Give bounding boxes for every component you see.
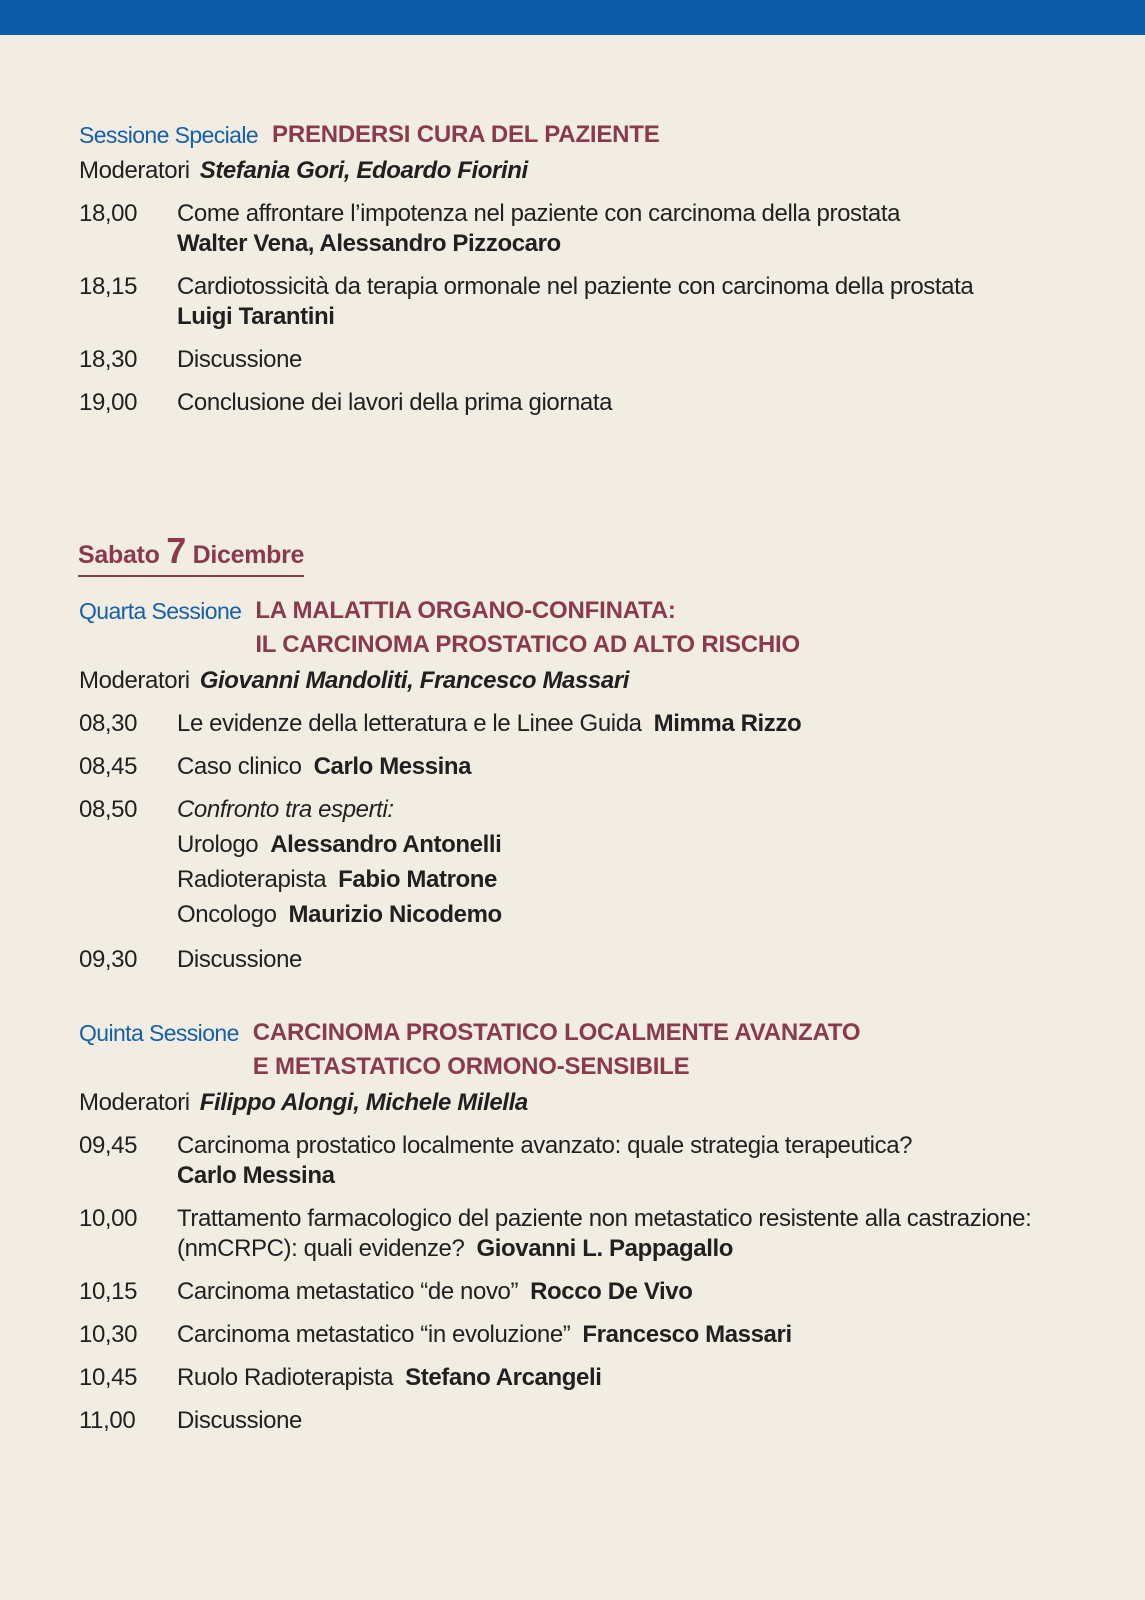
talk-title: Confronto tra esperti:: [177, 796, 394, 823]
moderators: [79, 156, 1119, 186]
talk-title: Conclusione dei lavori della prima giornata: [177, 389, 613, 416]
time: 08,30: [79, 710, 138, 737]
time: 10,45: [79, 1364, 138, 1391]
talk-title: Caso clinico: [177, 753, 302, 780]
speaker: Mimma Rizzo: [653, 710, 802, 737]
talk-title: Carcinoma metastatico “de novo”: [177, 1278, 519, 1305]
session-header: [79, 594, 1119, 662]
schedule-row: [79, 1363, 1119, 1393]
talk-title: Discussione: [177, 946, 302, 973]
time: 08,50: [79, 796, 138, 823]
talk-title: Carcinoma prostatico localmente avanzato: quale strategia terapeutica?: [177, 1132, 913, 1159]
time: 09,30: [79, 946, 138, 973]
talk-title: Le evidenze della letteratura e le Linee Guida: [177, 710, 642, 737]
session-header: [79, 118, 1119, 152]
talk-title: Cardiotossicità da terapia ormonale nel paziente con carcinoma della prostata: [177, 273, 974, 300]
talk-title: Discussione: [177, 346, 302, 373]
schedule-row: [79, 272, 1119, 332]
speaker: Carlo Messina: [177, 1162, 335, 1189]
session-title: LA MALATTIA ORGANO-CONFINATA: IL CARCINOMA PROSTATICO AD ALTO RISCHIO: [255, 597, 800, 658]
expert-name: Maurizio Nicodemo: [288, 901, 502, 928]
session-quarta: [79, 594, 1119, 975]
time: 19,00: [79, 389, 138, 416]
expert-role: Oncologo: [177, 901, 277, 928]
time: 08,45: [79, 753, 138, 780]
session-header: [79, 1016, 1119, 1084]
schedule-row: [79, 1131, 1119, 1191]
time: 18,00: [79, 200, 138, 227]
schedule-row: [79, 388, 1119, 418]
moderators-label: Moderatori: [79, 667, 190, 694]
session-title: CARCINOMA PROSTATICO LOCALMENTE AVANZATO E METASTATICO ORMONO-SENSIBILE: [252, 1019, 861, 1080]
time: 18,15: [79, 273, 138, 300]
time: 10,30: [79, 1321, 138, 1348]
expert-line: [177, 897, 1119, 932]
schedule-row: [79, 1204, 1119, 1264]
moderators-names: Giovanni Mandoliti, Francesco Massari: [199, 667, 630, 694]
talk-title: Ruolo Radioterapista: [177, 1364, 394, 1391]
time: 10,15: [79, 1278, 138, 1305]
schedule-row: [79, 1406, 1119, 1436]
expert-role: Radioterapista: [177, 866, 327, 893]
time: 11,00: [79, 1407, 136, 1434]
expert-name: Alessandro Antonelli: [270, 831, 502, 858]
day-number: 7: [166, 530, 186, 571]
time: 18,30: [79, 346, 138, 373]
time: 10,00: [79, 1205, 138, 1232]
moderators-names: Stefania Gori, Edoardo Fiorini: [199, 157, 528, 184]
day-prefix: Sabato: [78, 541, 160, 569]
moderators: [79, 666, 1119, 696]
schedule-row: [79, 752, 1119, 782]
schedule-row: [79, 1320, 1119, 1350]
top-bar: [0, 0, 1145, 35]
schedule-row: [79, 709, 1119, 739]
schedule: [79, 1131, 1119, 1436]
time: 09,45: [79, 1132, 138, 1159]
schedule: [79, 199, 1119, 418]
session-title: PRENDERSI CURA DEL PAZIENTE: [272, 121, 660, 148]
moderators-label: Moderatori: [79, 157, 190, 184]
speaker: Carlo Messina: [313, 753, 472, 780]
moderators: [79, 1088, 1119, 1118]
schedule-row: [79, 1277, 1119, 1307]
moderators-names: Filippo Alongi, Michele Milella: [199, 1089, 528, 1116]
expert-line: [177, 827, 1119, 862]
session-label: Quarta Sessione: [79, 598, 242, 624]
expert-role: Urologo: [177, 831, 259, 858]
talk-title: Discussione: [177, 1407, 302, 1434]
schedule-row: [79, 199, 1119, 259]
talk-title-cont: (nmCRPC): quali evidenze?: [177, 1235, 465, 1262]
speaker: Francesco Massari: [582, 1321, 792, 1348]
session-label: Sessione Speciale: [79, 122, 259, 148]
speaker: Rocco De Vivo: [530, 1278, 693, 1305]
talk-title: Come affrontare l’impotenza nel paziente con carcinoma della prostata: [177, 200, 901, 227]
schedule: [79, 709, 1119, 975]
schedule-row: [79, 945, 1119, 975]
talk-title: Trattamento farmacologico del paziente non metastatico resistente alla castrazione:: [177, 1205, 1032, 1232]
speaker: Walter Vena, Alessandro Pizzocaro: [177, 230, 561, 257]
expert-name: Fabio Matrone: [338, 866, 497, 893]
day-heading: [78, 530, 304, 577]
expert-line: [177, 862, 1119, 897]
schedule-row: [79, 795, 1119, 932]
session-quinta: [79, 1016, 1119, 1436]
speaker: Giovanni L. Pappagallo: [476, 1235, 734, 1262]
session-speciale: [79, 118, 1119, 418]
moderators-label: Moderatori: [79, 1089, 190, 1116]
speaker: Stefano Arcangeli: [405, 1364, 602, 1391]
schedule-row: [79, 345, 1119, 375]
talk-title: Carcinoma metastatico “in evoluzione”: [177, 1321, 571, 1348]
day-month: Dicembre: [192, 541, 305, 569]
session-label: Quinta Sessione: [79, 1020, 239, 1046]
speaker: Luigi Tarantini: [177, 303, 335, 330]
